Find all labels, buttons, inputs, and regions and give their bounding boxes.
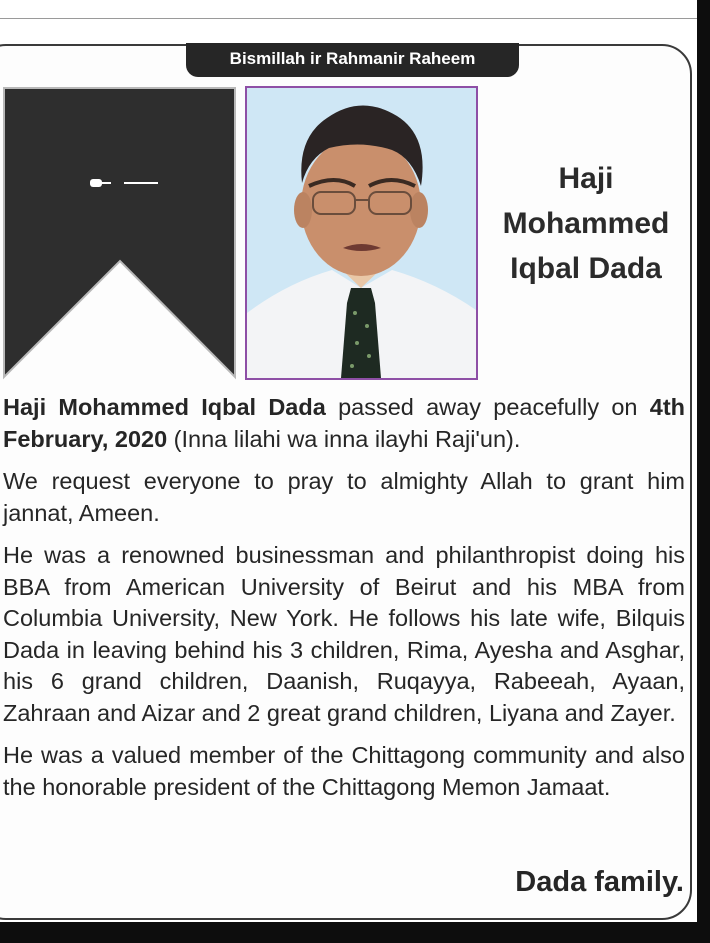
page-edge-right bbox=[697, 0, 710, 943]
paragraph-announcement bbox=[3, 392, 685, 455]
signoff: Dada family. bbox=[515, 866, 684, 898]
deceased-name: Haji Mohammed Iqbal Dada bbox=[3, 394, 326, 420]
announcement-text: passed away peacefully on bbox=[325, 394, 650, 420]
portrait-photo bbox=[245, 86, 478, 380]
name-line-1: Haji bbox=[558, 162, 614, 195]
obituary-text bbox=[3, 392, 685, 814]
date-of-death: 4th February, 2020 bbox=[3, 394, 685, 452]
announcement-prayer: (Inna lilahi wa inna ilayhi Raji'un). bbox=[167, 425, 521, 452]
bismillah-banner: Bismillah ir Rahmanir Raheem bbox=[186, 43, 519, 77]
paragraph-community: He was a valued member of the Chittagong community and also the honorable president of the Chittagong Memon Jamaat. bbox=[3, 742, 685, 800]
name-line-2: Mohammed bbox=[502, 207, 670, 240]
page-edge-bottom bbox=[0, 922, 710, 943]
name-line-3: Iqbal Dada bbox=[510, 252, 662, 285]
deceased-name-heading bbox=[486, 156, 686, 291]
paragraph-prayer-request: We request everyone to pray to almighty Allah to grant him jannat, Ameen. bbox=[3, 468, 685, 526]
mourning-ribbon-icon bbox=[3, 87, 237, 380]
paragraph-biography: He was a renowned businessman and philanthropist doing his BBA from American University of Beirut and his MBA from Columbia University, New York. He follows his late wife, Bilquis Dada in leaving behind his 3 children, Rima, Ayesha and Asghar, his 6 grand children, Daanish, Ruqayya, Rabeeah, Ayaan, Zahraan and Aizar and 2 great grand children, Liyana and Zayer. bbox=[3, 542, 685, 726]
top-rule bbox=[0, 18, 697, 19]
